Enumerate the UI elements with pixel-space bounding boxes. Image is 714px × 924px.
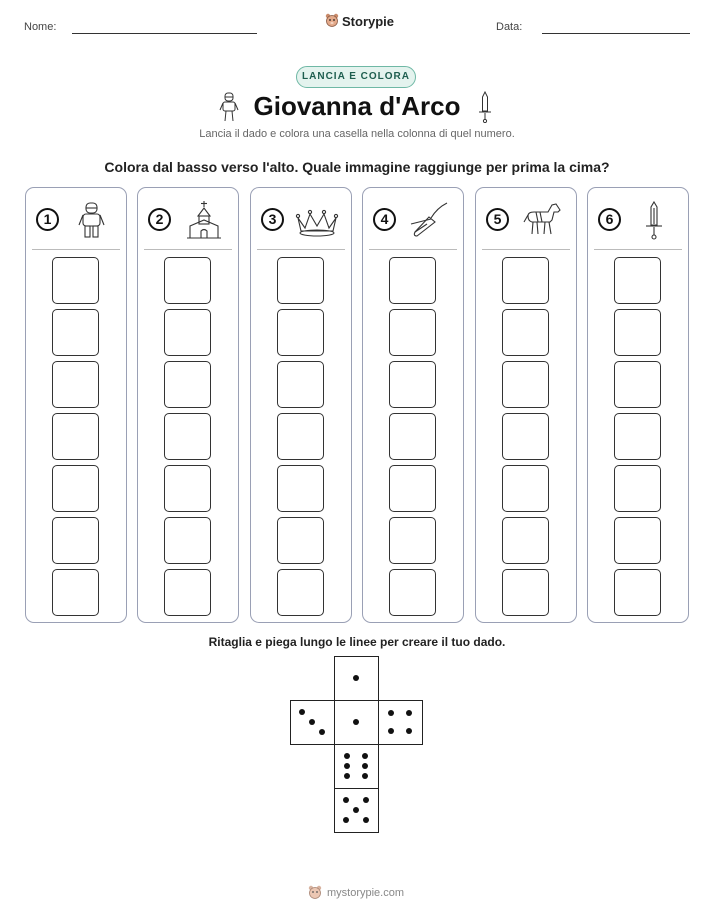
color-box[interactable]	[164, 361, 211, 408]
date-line	[542, 33, 690, 34]
die-face-center	[334, 700, 379, 745]
column-divider	[369, 249, 457, 250]
die-pip	[353, 719, 359, 725]
color-box[interactable]	[502, 361, 549, 408]
color-box[interactable]	[389, 309, 436, 356]
die-pip	[406, 710, 412, 716]
die-face-top	[334, 656, 379, 701]
die-pip	[309, 719, 315, 725]
color-box[interactable]	[502, 517, 549, 564]
column-number: 6	[598, 208, 621, 231]
storypie-bear-icon	[325, 13, 339, 29]
column-divider	[144, 249, 232, 250]
die-pip	[363, 817, 369, 823]
color-box[interactable]	[277, 517, 324, 564]
color-box[interactable]	[614, 569, 661, 616]
color-box[interactable]	[277, 257, 324, 304]
column-number: 3	[261, 208, 284, 231]
die-pip	[344, 763, 350, 769]
color-box[interactable]	[502, 465, 549, 512]
page-title: Giovanna d'Arco	[253, 91, 461, 121]
die-pip	[362, 763, 368, 769]
die-pip	[362, 753, 368, 759]
column-number: 5	[486, 208, 509, 231]
column-5	[475, 187, 577, 623]
die-pip	[388, 710, 394, 716]
footer-url[interactable]: mystorypie.com	[327, 887, 405, 899]
color-box[interactable]	[277, 361, 324, 408]
color-box[interactable]	[389, 569, 436, 616]
color-box[interactable]	[277, 309, 324, 356]
color-box[interactable]	[52, 413, 99, 460]
date-label: Data:	[496, 21, 523, 33]
color-box[interactable]	[389, 517, 436, 564]
color-box[interactable]	[52, 465, 99, 512]
die-pip	[299, 709, 305, 715]
color-box[interactable]	[277, 413, 324, 460]
die-pip	[319, 729, 325, 735]
color-box[interactable]	[52, 257, 99, 304]
die-face-left	[290, 700, 335, 745]
die-pip	[343, 817, 349, 823]
color-box[interactable]	[164, 465, 211, 512]
column-number: 4	[373, 208, 396, 231]
column-1	[25, 187, 127, 623]
column-number: 1	[36, 208, 59, 231]
brand-logo	[325, 13, 394, 29]
page-subtitle: Lancia il dado e colora una casella nella colonna di quel numero.	[199, 128, 515, 140]
die-pip	[344, 753, 350, 759]
column-6	[587, 187, 689, 623]
die-pip	[362, 773, 368, 779]
die-face-back	[334, 788, 379, 833]
color-box[interactable]	[164, 257, 211, 304]
color-box[interactable]	[502, 569, 549, 616]
die-instruction: Ritaglia e piega lungo le linee per creare il tuo dado.	[208, 635, 506, 649]
horse-icon	[520, 200, 564, 240]
sword-title-icon	[478, 91, 492, 123]
color-box[interactable]	[389, 257, 436, 304]
color-box[interactable]	[164, 569, 211, 616]
storypie-bear-icon	[308, 885, 322, 901]
color-box[interactable]	[52, 517, 99, 564]
sword-icon	[632, 200, 676, 240]
column-divider	[594, 249, 682, 250]
column-4	[362, 187, 464, 623]
color-box[interactable]	[52, 569, 99, 616]
color-box[interactable]	[614, 465, 661, 512]
color-box[interactable]	[277, 569, 324, 616]
color-box[interactable]	[614, 413, 661, 460]
activity-badge: LANCIA E COLORA	[296, 66, 416, 88]
die-pip	[363, 797, 369, 803]
die-pip	[406, 728, 412, 734]
die-pip	[353, 807, 359, 813]
brand-name: Storypie	[342, 13, 395, 29]
column-2	[137, 187, 239, 623]
color-box[interactable]	[389, 361, 436, 408]
color-box[interactable]	[164, 309, 211, 356]
color-box[interactable]	[614, 361, 661, 408]
color-box[interactable]	[164, 517, 211, 564]
color-box[interactable]	[502, 309, 549, 356]
coloring-instruction: Colora dal basso verso l'alto. Quale immagine raggiunge per prima la cima?	[104, 159, 610, 175]
die-face-right	[378, 700, 423, 745]
die-pip	[344, 773, 350, 779]
die-pip	[388, 728, 394, 734]
name-label: Nome:	[24, 21, 57, 33]
color-box[interactable]	[614, 309, 661, 356]
color-box[interactable]	[52, 309, 99, 356]
knight-armor-icon	[70, 200, 114, 240]
page-header	[0, 0, 714, 50]
page-footer	[308, 885, 404, 901]
color-box[interactable]	[614, 517, 661, 564]
color-box[interactable]	[502, 413, 549, 460]
column-3	[250, 187, 352, 623]
color-box[interactable]	[389, 465, 436, 512]
die-pip	[353, 675, 359, 681]
die-pip	[343, 797, 349, 803]
column-divider	[482, 249, 570, 250]
plow-icon	[407, 200, 451, 240]
crown-icon	[295, 200, 339, 240]
die-face-bottom	[334, 744, 379, 789]
color-box[interactable]	[277, 465, 324, 512]
color-box[interactable]	[389, 413, 436, 460]
column-divider	[257, 249, 345, 250]
color-box[interactable]	[164, 413, 211, 460]
color-box[interactable]	[614, 257, 661, 304]
column-divider	[32, 249, 120, 250]
color-box[interactable]	[502, 257, 549, 304]
color-box[interactable]	[52, 361, 99, 408]
column-number: 2	[148, 208, 171, 231]
name-line	[72, 33, 257, 34]
chapel-icon	[182, 200, 226, 240]
